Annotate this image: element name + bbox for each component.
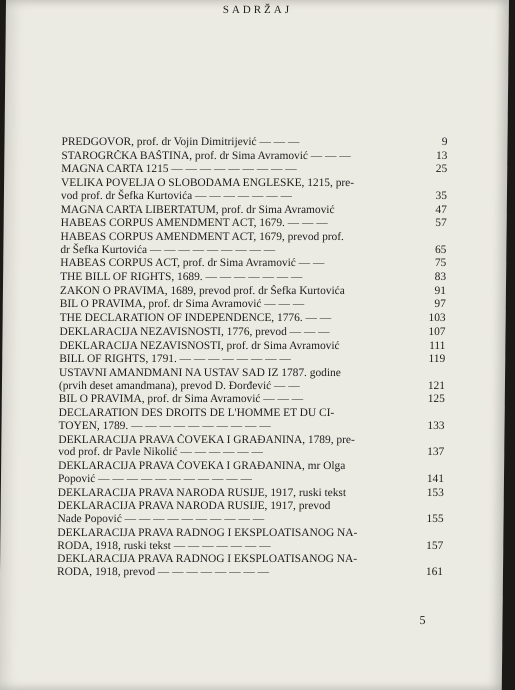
toc-entry-title xyxy=(58,434,410,460)
toc-entry-title-line: USTAVNI AMANDMANI NA USTAV SAD IZ 1787. godine xyxy=(59,366,341,379)
toc-entry-title-line: DEKLARACIJA PRAVA NARODA RUSIJE, 1917, ruski tekst xyxy=(57,486,347,499)
toc-entry-title xyxy=(58,487,410,500)
toc-entry-page: 111 xyxy=(429,339,446,352)
toc-entry-title xyxy=(61,150,413,163)
toc-entry-page: 57 xyxy=(435,217,447,230)
toc-entry-title-line: DEKLARACIJA NEZAVISNOSTI, prof. dr Sima Avramović xyxy=(59,339,340,352)
table-of-contents xyxy=(57,136,448,580)
toc-entry xyxy=(57,553,443,579)
toc-entry xyxy=(61,204,447,217)
toc-entry-title-line: DECLARATION DES DROITS DE L'HOMME ET DU CI- xyxy=(58,407,335,420)
toc-entry xyxy=(58,487,444,500)
toc-entry-title-line: DEKLARACIJA NEZAVISNOSTI, 1776, prevod — — — xyxy=(59,325,330,338)
toc-entry xyxy=(60,298,446,311)
toc-entry-title-line: dr Šefka Kurtovića — — — — — — — — — xyxy=(60,243,276,256)
toc-entry xyxy=(59,367,445,393)
toc-entry-title-line: DEKLARACIJA PRAVA NARODA RUSIJE, 1917, prevod xyxy=(57,500,331,513)
toc-entry-title-line: DEKLARACIJA PRAVA ČOVEKA I GRAĐANINA, 1789, pre- xyxy=(58,433,355,446)
toc-entry-title-line: THE DECLARATION OF INDEPENDENCE, 1776. — — xyxy=(59,312,332,325)
toc-entry-title xyxy=(58,407,410,433)
toc-entry-title-line: PREDGOVOR, prof. dr Vojin Dimitrijević — — — xyxy=(61,136,300,148)
toc-entry-title-line: TOYEN, 1789. — — — — — — — — — — xyxy=(58,419,271,432)
toc-entry xyxy=(59,353,445,366)
toc-entry-page: 13 xyxy=(435,149,448,162)
toc-entry-page: 91 xyxy=(434,284,447,297)
toc-entry-title-line: BIL O PRAVIMA, prof. dr Sima Avramović — — — xyxy=(59,298,305,311)
toc-entry xyxy=(57,500,443,526)
toc-entry-title xyxy=(59,353,411,366)
toc-entry-title xyxy=(59,393,411,406)
toc-entry xyxy=(61,150,447,163)
toc-entry-title-line: Popović — — — — — — — — — — — xyxy=(57,472,253,485)
toc-entry-title-line: DEKLARACIJA PRAVA RADNOG I EKSPLOATISANOG NA- xyxy=(57,526,358,539)
toc-entry-title-line: MAGNA CARTA 1215 — — — — — — — — — xyxy=(61,163,297,176)
toc-entry-title-line: (prvih deset amandmana), prevod D. Đorđević — — xyxy=(58,379,300,392)
toc-entry-title-line: ZAKON O PRAVIMA, 1689, prevod prof. dr Šefka Kurtovića xyxy=(59,284,345,297)
toc-entry-title-line: DEKLARACIJA PRAVA ČOVEKA I GRAĐANINA, mr Olga xyxy=(58,460,346,473)
toc-entry-title xyxy=(61,136,413,149)
toc-entry-title xyxy=(58,460,410,486)
toc-entry-page: 155 xyxy=(426,513,444,526)
toc-entry xyxy=(58,434,444,460)
toc-entry-page: 161 xyxy=(425,565,444,578)
toc-entry-title xyxy=(60,257,412,270)
toc-entry-title-line: VELIKA POVELJA O SLOBODAMA ENGLESKE, 1215, pre- xyxy=(61,177,355,190)
toc-entry-title xyxy=(59,326,411,339)
page-heading: SADRŽAJ xyxy=(222,4,293,16)
toc-entry-page: 137 xyxy=(427,446,445,459)
toc-entry-page: 153 xyxy=(426,486,444,499)
toc-entry-title xyxy=(57,527,409,553)
toc-entry-page: 25 xyxy=(435,163,448,176)
page-number: 5 xyxy=(419,613,426,627)
toc-entry xyxy=(57,527,443,553)
toc-entry-page: 97 xyxy=(434,298,446,311)
toc-entry xyxy=(60,271,446,284)
toc-entry-title-line: STAROGRČKA BAŠTINA, prof. dr Sima Avramović — — — xyxy=(61,149,351,162)
toc-entry-title-line: RODA, 1918, ruski tekst — — — — — — — xyxy=(57,539,271,552)
toc-entry-title-line: HABEAS CORPUS ACT, prof. dr Sima Avramović — — xyxy=(60,257,325,270)
toc-entry xyxy=(60,312,446,325)
toc-entry-page: 65 xyxy=(434,243,447,256)
toc-entry-title xyxy=(59,367,411,393)
toc-entry-title xyxy=(57,500,409,526)
toc-entry-page: 103 xyxy=(428,312,446,325)
toc-entry xyxy=(58,407,444,433)
toc-entry-title-line: THE BILL OF RIGHTS, 1689. — — — — — — — xyxy=(60,271,303,284)
toc-entry-page: 47 xyxy=(435,203,447,216)
toc-entry xyxy=(59,393,445,406)
toc-entry xyxy=(61,136,447,149)
toc-entry-title xyxy=(60,271,412,284)
toc-entry-page: 75 xyxy=(434,257,447,270)
toc-entry-page: 9 xyxy=(441,136,448,148)
toc-entry-title xyxy=(57,553,409,579)
toc-entry-title xyxy=(61,217,413,230)
toc-entry-page: 35 xyxy=(435,189,448,202)
toc-entry-page: 133 xyxy=(427,419,445,432)
toc-entry xyxy=(60,257,446,270)
toc-entry xyxy=(61,217,447,230)
toc-entry-page: 119 xyxy=(428,353,446,366)
toc-entry-title-line: vod prof. dr Šefka Kurtovića — — — — — — — xyxy=(60,189,292,202)
toc-entry xyxy=(60,231,446,257)
toc-entry-title-line: RODA, 1918, prevod — — — — — — — — xyxy=(56,565,270,578)
toc-entry-title xyxy=(60,312,412,325)
toc-entry-page: 107 xyxy=(428,325,446,338)
toc-entry-title-line: Nade Popović — — — — — — — — — — xyxy=(57,513,265,526)
toc-entry-title-line: DEKLARACIJA PRAVA RADNOG I EKSPLOATISANOG NA- xyxy=(57,553,358,566)
toc-entry xyxy=(61,177,447,203)
toc-entry-title-line: vod prof. dr Pavle Nikolić — — — — — — xyxy=(58,446,264,459)
toc-entry-title xyxy=(61,204,413,217)
toc-entry-title xyxy=(59,340,411,353)
toc-entry xyxy=(58,460,444,486)
toc-entry-title-line: MAGNA CARTA LIBERTATUM, prof. dr Sima Avramović xyxy=(60,203,335,216)
toc-entry-page: 83 xyxy=(434,271,447,284)
toc-entry xyxy=(61,163,447,176)
toc-entry-title xyxy=(61,177,413,203)
toc-entry-page: 157 xyxy=(426,539,444,552)
toc-entry-title-line: BILL OF RIGHTS, 1791. — — — — — — — — xyxy=(59,353,291,366)
toc-entry-title xyxy=(60,285,412,298)
toc-entry-title xyxy=(60,298,412,311)
toc-entry xyxy=(60,285,446,298)
toc-entry-page: 121 xyxy=(427,379,446,392)
toc-entry-page: 125 xyxy=(427,393,445,406)
toc-entry-title xyxy=(60,231,412,257)
toc-entry-title-line: HABEAS CORPUS AMENDMENT ACT, 1679, prevod prof. xyxy=(60,230,345,243)
toc-entry xyxy=(59,340,445,353)
toc-entry xyxy=(59,326,445,339)
toc-entry-page: 141 xyxy=(426,472,445,485)
toc-entry-title-line: BIL O PRAVIMA, prof. dr Sima Avramović — — — xyxy=(58,393,304,406)
toc-entry-title-line: HABEAS CORPUS AMENDMENT ACT, 1679. — — — xyxy=(60,217,328,230)
toc-entry-title xyxy=(61,163,413,176)
